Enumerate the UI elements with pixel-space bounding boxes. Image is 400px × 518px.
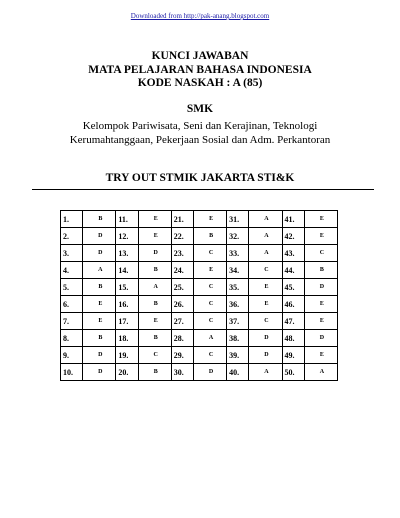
answer-letter: E <box>138 211 171 228</box>
question-number: 2. <box>61 228 83 245</box>
document-header <box>0 50 400 91</box>
answer-letter: C <box>194 313 227 330</box>
answer-letter: B <box>83 211 116 228</box>
question-number: 23. <box>171 245 193 262</box>
answer-letter: E <box>304 228 337 245</box>
question-number: 32. <box>227 228 249 245</box>
answer-letter: D <box>83 245 116 262</box>
question-number: 10. <box>61 364 83 381</box>
answer-letter: E <box>138 228 171 245</box>
answer-letter: E <box>249 279 282 296</box>
question-number: 16. <box>116 296 138 313</box>
question-number: 24. <box>171 262 193 279</box>
question-number: 11. <box>116 211 138 228</box>
answer-letter: D <box>194 364 227 381</box>
answer-letter: D <box>83 228 116 245</box>
question-number: 18. <box>116 330 138 347</box>
answer-letter: D <box>83 347 116 364</box>
answer-letter: B <box>138 330 171 347</box>
answer-letter: C <box>194 245 227 262</box>
question-number: 27. <box>171 313 193 330</box>
answer-letter: A <box>249 228 282 245</box>
question-number: 44. <box>282 262 304 279</box>
answer-letter: E <box>83 296 116 313</box>
question-number: 7. <box>61 313 83 330</box>
question-number: 4. <box>61 262 83 279</box>
question-number: 8. <box>61 330 83 347</box>
question-number: 41. <box>282 211 304 228</box>
table-row <box>61 211 338 228</box>
question-number: 13. <box>116 245 138 262</box>
answer-letter: E <box>138 313 171 330</box>
question-number: 48. <box>282 330 304 347</box>
header-code: KODE NASKAH : A (85) <box>137 77 263 89</box>
question-number: 46. <box>282 296 304 313</box>
answer-letter: B <box>138 364 171 381</box>
answer-letter: C <box>249 313 282 330</box>
question-number: 33. <box>227 245 249 262</box>
question-number: 37. <box>227 313 249 330</box>
table-row <box>61 313 338 330</box>
answer-letter: D <box>83 364 116 381</box>
answer-letter: A <box>249 211 282 228</box>
question-number: 38. <box>227 330 249 347</box>
answer-letter: C <box>304 245 337 262</box>
school-groups <box>0 119 400 147</box>
question-number: 5. <box>61 279 83 296</box>
question-number: 17. <box>116 313 138 330</box>
answer-letter: B <box>138 296 171 313</box>
question-number: 28. <box>171 330 193 347</box>
answer-letter: C <box>138 347 171 364</box>
answer-letter: E <box>194 211 227 228</box>
question-number: 35. <box>227 279 249 296</box>
answer-letter: A <box>194 330 227 347</box>
table-row <box>61 245 338 262</box>
question-number: 20. <box>116 364 138 381</box>
header-subject: MATA PELAJARAN BAHASA INDONESIA <box>88 63 312 76</box>
answer-letter: A <box>249 245 282 262</box>
answer-letter: B <box>83 279 116 296</box>
question-number: 34. <box>227 262 249 279</box>
answer-letter: B <box>83 330 116 347</box>
answer-letter: D <box>138 245 171 262</box>
question-number: 12. <box>116 228 138 245</box>
answer-key-table <box>60 210 338 381</box>
table-row <box>61 330 338 347</box>
answer-letter: B <box>304 262 337 279</box>
question-number: 19. <box>116 347 138 364</box>
answer-letter: E <box>304 211 337 228</box>
question-number: 25. <box>171 279 193 296</box>
answer-letter: C <box>194 347 227 364</box>
answer-letter: B <box>194 228 227 245</box>
question-number: 49. <box>282 347 304 364</box>
question-number: 21. <box>171 211 193 228</box>
question-number: 50. <box>282 364 304 381</box>
answer-letter: C <box>194 279 227 296</box>
answer-letter: A <box>83 262 116 279</box>
question-number: 26. <box>171 296 193 313</box>
question-number: 6. <box>61 296 83 313</box>
answer-letter: E <box>249 296 282 313</box>
question-number: 43. <box>282 245 304 262</box>
question-number: 14. <box>116 262 138 279</box>
answer-letter: C <box>194 296 227 313</box>
question-number: 40. <box>227 364 249 381</box>
answer-letter: E <box>304 313 337 330</box>
question-number: 45. <box>282 279 304 296</box>
answer-letter: D <box>304 330 337 347</box>
answer-letter: B <box>138 262 171 279</box>
tryout-title: TRY OUT STMIK JAKARTA STI&K <box>105 172 295 184</box>
answer-letter: E <box>83 313 116 330</box>
question-number: 30. <box>171 364 193 381</box>
question-number: 31. <box>227 211 249 228</box>
table-row <box>61 279 338 296</box>
school-title: SMK <box>186 103 214 115</box>
answer-letter: D <box>249 330 282 347</box>
answer-letter: A <box>138 279 171 296</box>
question-number: 47. <box>282 313 304 330</box>
answer-letter: C <box>249 262 282 279</box>
table-row <box>61 228 338 245</box>
table-row <box>61 296 338 313</box>
table-row <box>61 262 338 279</box>
question-number: 15. <box>116 279 138 296</box>
answer-letter: E <box>194 262 227 279</box>
school-groups-line2: Kerumahtanggaan, Pekerjaan Sosial dan Adm. Perkantoran <box>69 134 331 146</box>
question-number: 29. <box>171 347 193 364</box>
question-number: 3. <box>61 245 83 262</box>
answer-letter: A <box>304 364 337 381</box>
answer-letter: D <box>249 347 282 364</box>
school-groups-line1: Kelompok Pariwisata, Seni dan Kerajinan, Teknologi <box>82 120 318 132</box>
header-title: KUNCI JAWABAN <box>151 50 249 62</box>
question-number: 42. <box>282 228 304 245</box>
answer-letter: E <box>304 347 337 364</box>
answer-letter: A <box>249 364 282 381</box>
question-number: 1. <box>61 211 83 228</box>
table-row <box>61 364 338 381</box>
answer-letter: D <box>304 279 337 296</box>
divider-line <box>32 189 374 190</box>
question-number: 36. <box>227 296 249 313</box>
question-number: 39. <box>227 347 249 364</box>
answer-letter: E <box>304 296 337 313</box>
table-row <box>61 347 338 364</box>
question-number: 22. <box>171 228 193 245</box>
question-number: 9. <box>61 347 83 364</box>
source-link[interactable]: Downloaded from http://pak-anang.blogspot.com <box>130 12 270 20</box>
